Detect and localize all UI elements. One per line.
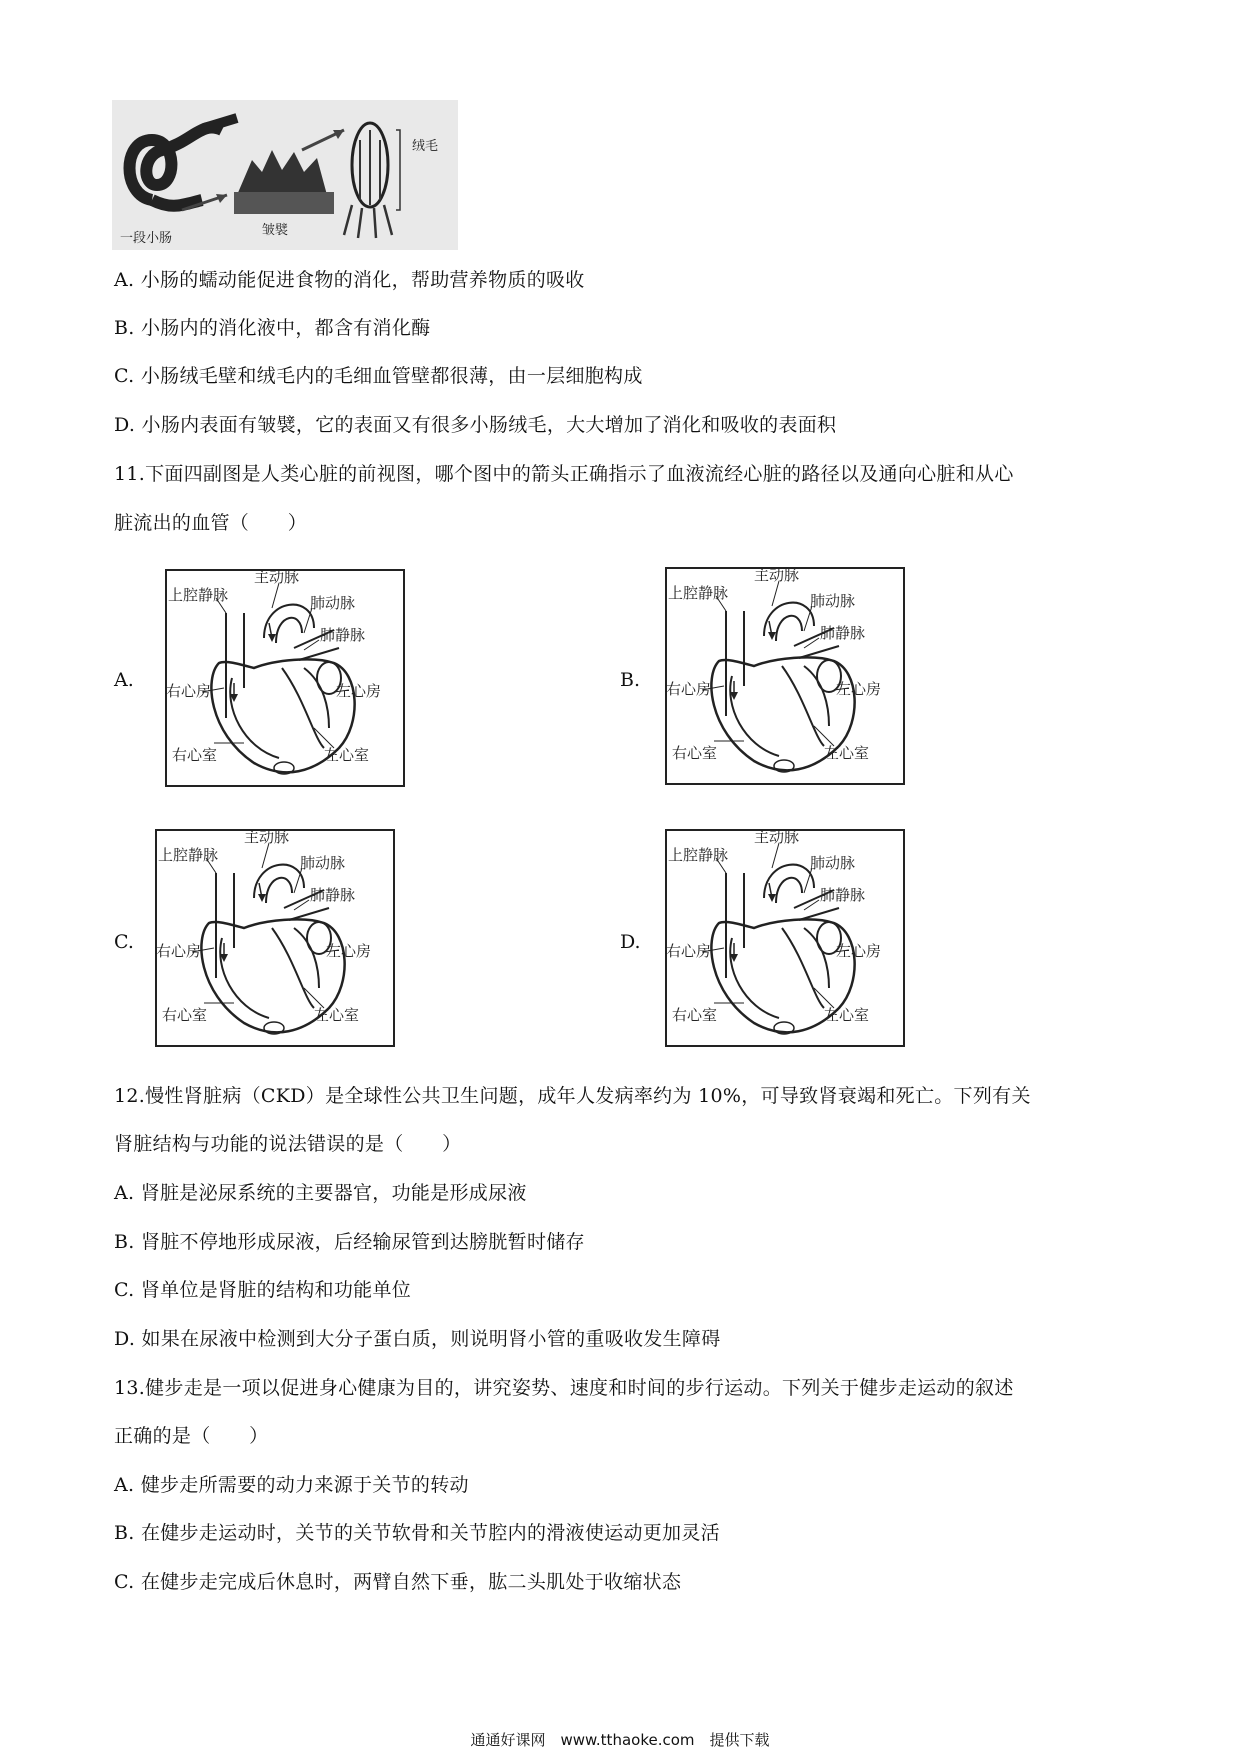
heart-diagram-d [664,828,906,1048]
label-pulmonary-artery: 肺动脉 [810,854,856,872]
label-aorta: 主动脉 [244,828,290,846]
heart-option-c-label: C. [114,931,134,953]
page-footer: 通通好课网 www.tthaoke.com 提供下载 [470,1731,770,1749]
label-right-atrium: 右心房 [166,682,212,700]
label-svc: 上腔静脉 [158,846,219,864]
label-pulmonary-vein: 肺静脉 [320,626,366,644]
label-right-atrium: 右心房 [666,942,712,960]
q13-stem-line1: 13.健步走是一项以促进身心健康为目的，讲究姿势、速度和时间的步行运动。下列关于健步走运动的叙述 [114,1377,1014,1399]
label-pulmonary-artery: 肺动脉 [310,594,356,612]
small-intestine-figure [112,100,458,250]
heart-option-a-label: A. [114,669,134,691]
label-left-atrium: 左心房 [836,680,882,698]
label-pulmonary-artery: 肺动脉 [300,854,346,872]
q12-option-d: D. 如果在尿液中检测到大分子蛋白质，则说明肾小管的重吸收发生障碍 [114,1328,721,1350]
label-svc: 上腔静脉 [668,584,729,602]
label-right-ventricle: 右心室 [172,746,218,764]
heart-diagram-b [664,566,906,786]
q11-stem-line2: 脏流出的血管（ ） [114,512,308,534]
label-right-ventricle: 右心室 [672,744,718,762]
label-left-ventricle: 左心室 [324,746,370,764]
label-pulmonary-vein: 肺静脉 [820,886,866,904]
heart-diagram-a [164,568,406,788]
heart-option-b-label: B. [620,669,641,691]
q12-option-c: C. 肾单位是肾脏的结构和功能单位 [114,1279,412,1301]
label-aorta: 主动脉 [754,828,800,846]
q13-option-c: C. 在健步走完成后休息时，两臂自然下垂，肱二头肌处于收缩状态 [114,1571,682,1593]
label-aorta: 主动脉 [254,568,300,586]
label-pulmonary-artery: 肺动脉 [810,592,856,610]
q11-stem-line1: 11.下面四副图是人类心脏的前视图，哪个图中的箭头正确指示了血液流经心脏的路径以及通向心脏和从心 [114,463,1014,485]
segment-label: 一段小肠 [120,231,173,246]
label-aorta: 主动脉 [754,566,800,584]
heart-option-d-label: D. [620,931,641,953]
q10-option-c: C. 小肠绒毛壁和绒毛内的毛细血管壁都很薄，由一层细胞构成 [114,365,643,387]
fold-label: 皱襞 [262,223,289,238]
q13-stem-line2: 正确的是（ ） [114,1425,269,1447]
q12-stem-line1: 12.慢性肾脏病（CKD）是全球性公共卫生问题，成年人发病率约为 10%，可导致肾衰竭和死亡。下列有关 [114,1085,1031,1107]
label-svc: 上腔静脉 [668,846,729,864]
label-svc: 上腔静脉 [168,586,229,604]
q10-option-d: D. 小肠内表面有皱襞，它的表面又有很多小肠绒毛，大大增加了消化和吸收的表面积 [114,414,837,436]
label-left-atrium: 左心房 [836,942,882,960]
q12-option-a: A. 肾脏是泌尿系统的主要器官，功能是形成尿液 [114,1182,527,1204]
q12-option-b: B. 肾脏不停地形成尿液，后经输尿管到达膀胱暂时储存 [114,1231,585,1253]
q13-option-a: A. 健步走所需要的动力来源于关节的转动 [114,1474,469,1496]
label-left-ventricle: 左心室 [824,1006,870,1024]
q13-option-b: B. 在健步走运动时，关节的关节软骨和关节腔内的滑液使运动更加灵活 [114,1522,720,1544]
label-right-ventricle: 右心室 [672,1006,718,1024]
label-pulmonary-vein: 肺静脉 [820,624,866,642]
label-left-atrium: 左心房 [326,942,372,960]
label-left-atrium: 左心房 [336,682,382,700]
label-pulmonary-vein: 肺静脉 [310,886,356,904]
q10-option-a: A. 小肠的蠕动能促进食物的消化，帮助营养物质的吸收 [114,269,585,291]
label-right-atrium: 右心房 [156,942,202,960]
label-left-ventricle: 左心室 [314,1006,360,1024]
villus-label: 绒毛 [412,139,439,154]
label-left-ventricle: 左心室 [824,744,870,762]
q10-option-b: B. 小肠内的消化液中，都含有消化酶 [114,317,431,339]
label-right-atrium: 右心房 [666,680,712,698]
q12-stem-line2: 肾脏结构与功能的说法错误的是（ ） [114,1133,462,1155]
label-right-ventricle: 右心室 [162,1006,208,1024]
heart-diagram-c [154,828,396,1048]
